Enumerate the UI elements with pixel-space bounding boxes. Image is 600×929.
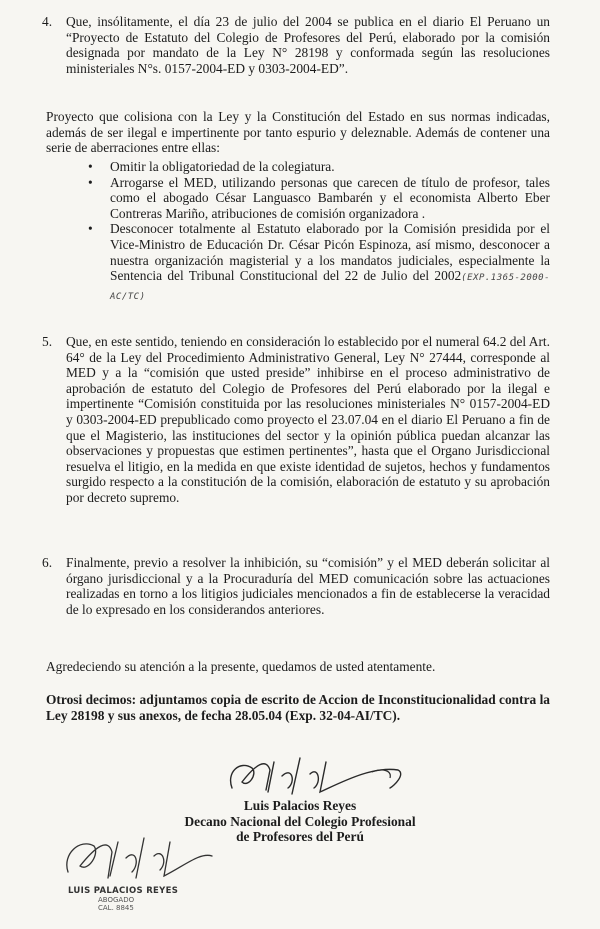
signatory-name: Luis Palacios Reyes (243, 798, 357, 813)
lawyer-stamp (68, 886, 178, 912)
bullet-icon: • (88, 174, 93, 190)
item-6-number: 6. (42, 555, 53, 570)
bullet-item (88, 159, 550, 175)
stamp-name: LUIS PALACIOS REYES (68, 886, 179, 896)
item-5-text: Que, en este sentido, teniendo en consideración lo establecido por el numeral 64.2 del Art. 64° de la Ley del Procedimiento Administrativo General, Ley N° 27444, corresponde al MED y a la “comisión que usted preside” inhibirse en el proceso administrativo de aprobación de estatuto del Colegio de Profesores del Perú elaborado por la ilegal e impertinente “Comisión constituida por las resoluciones ministeriales N° 0157-2004-ED y 0303-2004-ED prepublicado como proyecto el 23.07.04 en el diario El Peruano a fin de que el Magisterio, las instituciones del sector y la opinión pública puedan alcanzar las observaciones y propuestas que estimen pertinentes”, hasta que el Organo Jurisdiccional resuelva el litigio, en la medida en que existe identidad de sujetos, hechos y fundamentos surgido respecto a la constitución de la comisión, elaboración de estatuto y su aprobación por decreto supremo. (66, 334, 550, 505)
item-5 (42, 334, 550, 506)
signatory-title-line-2: de Profesores del Perú (236, 829, 364, 845)
handwritten-note: (EXP.1365-2000-AC/TC) (110, 273, 550, 302)
item-4 (42, 14, 550, 76)
closing-line: Agredeciendo su atención a la presente, quedamos de usted atentamente. (46, 659, 436, 674)
signatory-title-line-1: Decano Nacional del Colegio Profesional (184, 813, 416, 829)
bullet-item (88, 175, 550, 222)
item-6-text: Finalmente, previo a resolver la inhibición, su “comisión” y el MED deberán solicitar al órgano jurisdiccional y a la Procuraduría del MED comunicación sobre las actuaciones realizadas en torno a los litigios judiciales mencionados a fin de establecerse la veracidad de lo expresado en los considerandos anteriores. (66, 555, 550, 617)
bullet-text: Desconocer totalmente al Estatuto elaborado por la Comisión presidida por el Vice-Ministro de Educación Dr. César Picón Espinoza, así mismo, desconocer a nuestra organización magisterial y a los mandatos judiciales, especialmente la Sentencia del Tribunal Constitucional del 22 de Julio del 2002 (110, 221, 550, 284)
paragraph-proyecto: Proyecto que colisiona con la Ley y la Constitución del Estado en sus normas indicadas, además de ser ilegal e impertinente por tanto espurio y deleznable. Además de contener una serie de aberraciones entre ellas: (46, 109, 550, 156)
stamp-signature-icon (60, 832, 220, 887)
bullet-icon: • (88, 159, 93, 174)
stamp-profession: ABOGADO (98, 896, 135, 904)
item-5-number: 5. (42, 334, 53, 349)
aberraciones-list (88, 159, 550, 305)
bullet-text: Arrogarse el MED, utilizando personas que carecen de título de profesor, tales como el abogado César Languasco Bambarén y el economista Alberto Eber Contreras Mariño, atribuciones de comisión organizadora . (110, 174, 550, 221)
signature-scribble-icon (222, 752, 412, 802)
item-4-number: 4. (42, 14, 53, 29)
bullet-icon: • (88, 221, 93, 237)
item-6 (42, 555, 550, 617)
stamp-registration: CAL. 8845 (98, 904, 134, 912)
bullet-item (88, 221, 550, 305)
bullet-text: Omitir la obligatoriedad de la colegiatura. (110, 159, 335, 174)
item-4-text: Que, insólitamente, el día 23 de julio del 2004 se publica en el diario El Peruano un “Proyecto de Estatuto del Colegio de Profesores del Perú, elaborado por la comisión designada por mandato de la Ley N° 28198 y conformada según las resoluciones ministeriales N°s. 0157-2004-ED y 0303-2004-ED”. (66, 14, 550, 76)
otrosi-paragraph: Otrosi decimos: adjuntamos copia de escrito de Accion de Inconstitucionalidad contra la Ley 28198 y sus anexos, de fecha 28.05.04 (Exp. 32-04-AI/TC). (46, 692, 550, 723)
